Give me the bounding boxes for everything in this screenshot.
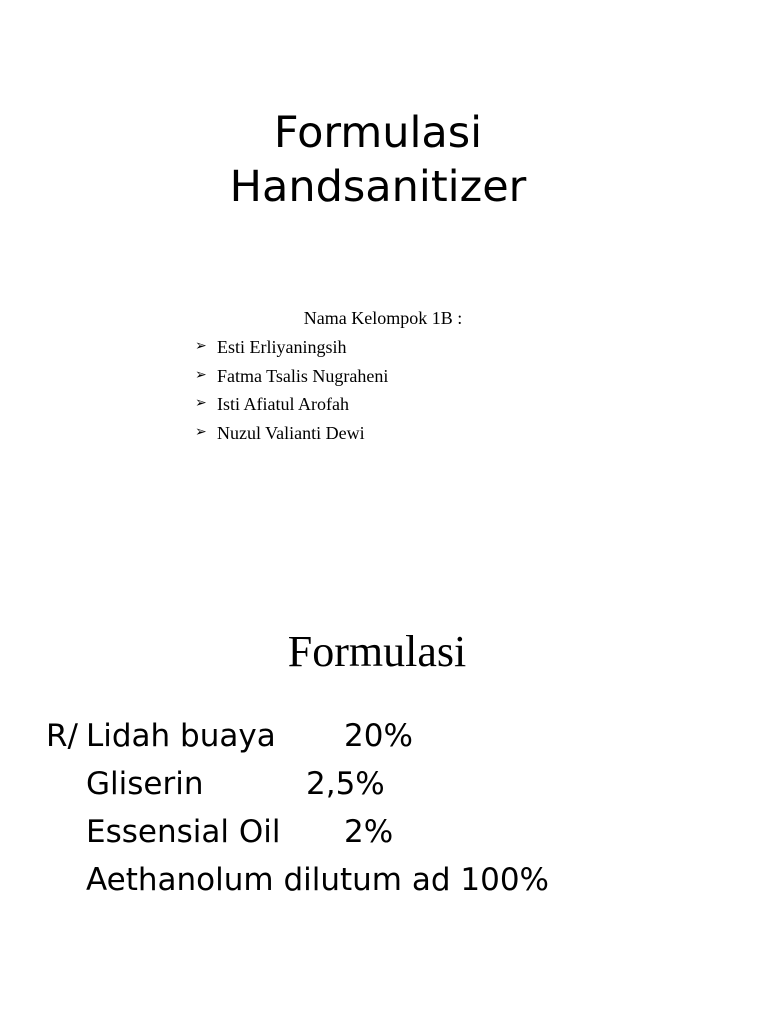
ingredient-name: Aethanolum dilutum ad 100% [86, 862, 550, 898]
list-item [195, 362, 388, 391]
arrow-bullet-icon: ➢ [195, 396, 207, 412]
group-heading: Nama Kelompok 1B : [303, 308, 463, 328]
arrow-bullet-icon: ➢ [195, 424, 207, 440]
arrow-bullet-icon: ➢ [195, 367, 207, 383]
title-line-1: Formulasi [273, 108, 483, 158]
recipe-prefix: R/ [46, 718, 78, 754]
member-name: Fatma Tsalis Nugraheni [217, 365, 389, 386]
ingredient-name: Essensial Oil [86, 814, 281, 850]
member-name: Nuzul Valianti Dewi [217, 422, 365, 443]
slide-formulation [0, 576, 768, 1024]
member-name: Isti Afiatul Arofah [217, 394, 349, 414]
ingredient-name: Gliserin [86, 766, 204, 802]
ingredient-name: Lidah buaya [86, 718, 276, 754]
slide-formulation-heading: Formulasi [287, 627, 467, 676]
ingredient-amount: 2% [344, 814, 394, 850]
slide-title-heading [0, 106, 756, 214]
title-line-2: Handsanitizer [229, 162, 527, 212]
list-item [195, 390, 388, 419]
member-list [195, 333, 388, 447]
arrow-bullet-icon: ➢ [195, 339, 207, 355]
ingredient-amount: 20% [344, 718, 413, 754]
ingredient-amount: 2,5% [306, 766, 385, 802]
list-item [195, 419, 388, 448]
list-item [195, 333, 388, 362]
member-name: Esti Erliyaningsih [217, 337, 347, 357]
